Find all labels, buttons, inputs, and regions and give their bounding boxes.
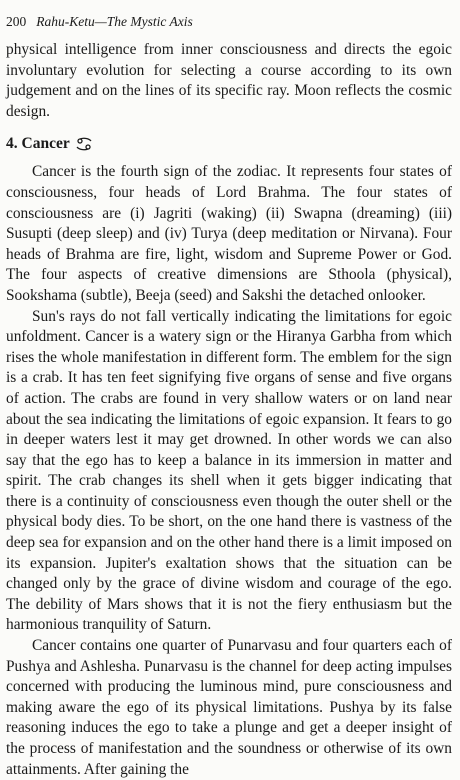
page-number: 200 xyxy=(6,14,27,29)
body-paragraph-2: Sun's rays do not fall vertically indicating the limitations for egoic unfoldment. Cancer is a watery sign or the Hiranya Garbha from which rises the whole manifestation in different form. The emblem for the sign is a crab. It has ten feet signifying five organs of sense and five organs of action. The crabs are found in very shallow waters or on land near about the sea indicating the limitations of egoic expansion. It fears to go in deeper waters lest it may get drowned. In other words we can also say that the ego has to keep a balance in its immersion in matter and spirit. The crab changes its shell when it gets bigger indicating that there is a continuity of consciousness even though the outer shell or the physical body dies. To be short, on the one hand there is vastness of the deep sea for expansion and on the other hand there is a limit imposed on its expansion. Jupiter's exaltation shows that the situation can be changed only by the grace of divine wisdom and courage of the ego. The debility of Mars shows that it is not the fiery enthusiasm but the harmonious tranquility of Saturn. xyxy=(6,307,452,634)
section-heading xyxy=(6,134,452,154)
intro-paragraph: physical intelligence from inner consciousness and directs the egoic involuntary evolution for selecting a course according to its own judgement and on the lines of its specific ray. Moon reflects the cosmic design. xyxy=(6,41,452,120)
section-title: 4. Cancer xyxy=(6,135,70,153)
cancer-sign-icon xyxy=(76,137,92,151)
running-header xyxy=(6,14,452,30)
body-paragraph-1: Cancer is the fourth sign of the zodiac. It represents four states of consciousness, four heads of Lord Brahma. The four states of consciousness are (i) Jagriti (waking) (ii) Swapna (dreaming) (iii) Susupti (deep sleep) and (iv) Turya (deep meditation or Nirvana). Four heads of Brahma are fire, light, wisdom and Supreme Power or God. The four aspects of creative dimensions are Sthoola (physical), Sookshama (subtle), Beeja (seed) and Sakshi the detached onlooker. xyxy=(6,163,452,304)
body-paragraph-3: Cancer contains one quarter of Punarvasu and four quarters each of Pushya and Ashlesha. Punarvasu is the channel for deep acting impulses concerned with producing the luminous mind, pure consciousness and making aware the ego of its physical limitations. Pushya by its false reasoning induces the ego to take a plunge and get a deeper insight of the process of manifestation and the soundness or otherwise of its own attainments. After gaining the xyxy=(6,637,452,778)
running-title: Rahu-Ketu—The Mystic Axis xyxy=(36,14,193,29)
